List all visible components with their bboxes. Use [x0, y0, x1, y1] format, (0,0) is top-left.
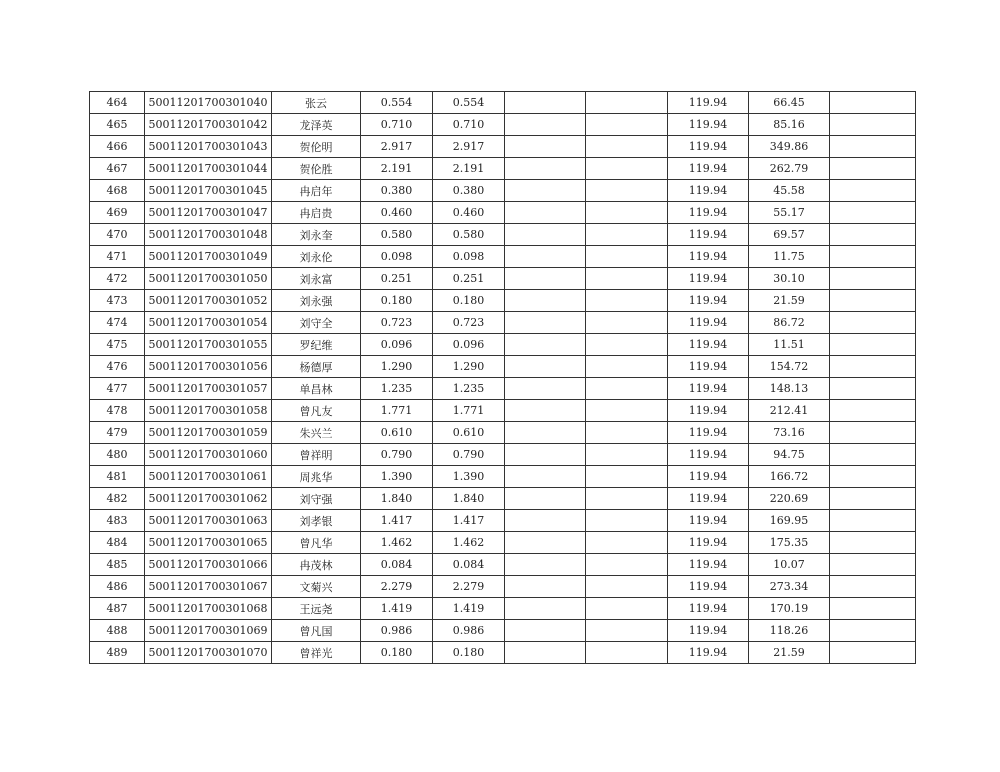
blank-cell [505, 466, 586, 488]
code-cell: 50011201700301040 [145, 92, 272, 114]
amount-cell: 86.72 [749, 312, 830, 334]
name-cell: 贺伦胜 [272, 158, 361, 180]
name-cell: 王远尧 [272, 598, 361, 620]
amount-cell: 212.41 [749, 400, 830, 422]
unit-price-cell: 119.94 [668, 400, 749, 422]
note-cell [830, 378, 916, 400]
amount-cell: 273.34 [749, 576, 830, 598]
note-cell [830, 224, 916, 246]
row-number-cell: 469 [90, 202, 145, 224]
name-cell: 刘永强 [272, 290, 361, 312]
table-row [90, 598, 916, 620]
amount-cell: 94.75 [749, 444, 830, 466]
row-number-cell: 489 [90, 642, 145, 664]
note-cell [830, 136, 916, 158]
unit-price-cell: 119.94 [668, 444, 749, 466]
row-number-cell: 464 [90, 92, 145, 114]
blank-cell [505, 642, 586, 664]
amount-cell: 21.59 [749, 642, 830, 664]
code-cell: 50011201700301052 [145, 290, 272, 312]
row-number-cell: 471 [90, 246, 145, 268]
confirmed-area-cell: 0.180 [433, 642, 505, 664]
code-cell: 50011201700301045 [145, 180, 272, 202]
confirmed-area-cell: 0.554 [433, 92, 505, 114]
confirmed-area-cell: 0.723 [433, 312, 505, 334]
area-cell: 1.419 [361, 598, 433, 620]
blank-cell [586, 444, 668, 466]
unit-price-cell: 119.94 [668, 92, 749, 114]
code-cell: 50011201700301057 [145, 378, 272, 400]
note-cell [830, 532, 916, 554]
table-row [90, 312, 916, 334]
blank-cell [586, 202, 668, 224]
confirmed-area-cell: 0.084 [433, 554, 505, 576]
name-cell: 张云 [272, 92, 361, 114]
area-cell: 1.840 [361, 488, 433, 510]
blank-cell [586, 224, 668, 246]
confirmed-area-cell: 0.790 [433, 444, 505, 466]
note-cell [830, 422, 916, 444]
blank-cell [586, 378, 668, 400]
row-number-cell: 484 [90, 532, 145, 554]
table-row [90, 136, 916, 158]
area-cell: 0.251 [361, 268, 433, 290]
amount-cell: 66.45 [749, 92, 830, 114]
code-cell: 50011201700301063 [145, 510, 272, 532]
confirmed-area-cell: 1.462 [433, 532, 505, 554]
row-number-cell: 485 [90, 554, 145, 576]
table-row [90, 466, 916, 488]
code-cell: 50011201700301054 [145, 312, 272, 334]
confirmed-area-cell: 2.279 [433, 576, 505, 598]
row-number-cell: 467 [90, 158, 145, 180]
blank-cell [505, 554, 586, 576]
blank-cell [586, 576, 668, 598]
note-cell [830, 488, 916, 510]
blank-cell [505, 576, 586, 598]
amount-cell: 30.10 [749, 268, 830, 290]
area-cell: 2.191 [361, 158, 433, 180]
note-cell [830, 158, 916, 180]
confirmed-area-cell: 1.419 [433, 598, 505, 620]
table-row [90, 224, 916, 246]
confirmed-area-cell: 0.610 [433, 422, 505, 444]
blank-cell [505, 620, 586, 642]
confirmed-area-cell: 0.710 [433, 114, 505, 136]
confirmed-area-cell: 0.096 [433, 334, 505, 356]
name-cell: 冉茂林 [272, 554, 361, 576]
unit-price-cell: 119.94 [668, 268, 749, 290]
unit-price-cell: 119.94 [668, 158, 749, 180]
confirmed-area-cell: 0.986 [433, 620, 505, 642]
unit-price-cell: 119.94 [668, 466, 749, 488]
confirmed-area-cell: 0.380 [433, 180, 505, 202]
blank-cell [505, 180, 586, 202]
table-row [90, 246, 916, 268]
code-cell: 50011201700301042 [145, 114, 272, 136]
row-number-cell: 482 [90, 488, 145, 510]
code-cell: 50011201700301049 [145, 246, 272, 268]
blank-cell [586, 356, 668, 378]
note-cell [830, 290, 916, 312]
name-cell: 单昌林 [272, 378, 361, 400]
unit-price-cell: 119.94 [668, 136, 749, 158]
blank-cell [505, 400, 586, 422]
code-cell: 50011201700301069 [145, 620, 272, 642]
row-number-cell: 480 [90, 444, 145, 466]
table-row [90, 488, 916, 510]
amount-cell: 21.59 [749, 290, 830, 312]
area-cell: 0.723 [361, 312, 433, 334]
row-number-cell: 476 [90, 356, 145, 378]
confirmed-area-cell: 0.098 [433, 246, 505, 268]
area-cell: 0.180 [361, 290, 433, 312]
blank-cell [505, 488, 586, 510]
amount-cell: 154.72 [749, 356, 830, 378]
area-cell: 1.462 [361, 532, 433, 554]
table-row [90, 532, 916, 554]
amount-cell: 349.86 [749, 136, 830, 158]
amount-cell: 175.35 [749, 532, 830, 554]
area-cell: 0.610 [361, 422, 433, 444]
table-row [90, 180, 916, 202]
amount-cell: 220.69 [749, 488, 830, 510]
name-cell: 刘孝银 [272, 510, 361, 532]
amount-cell: 118.26 [749, 620, 830, 642]
area-cell: 0.554 [361, 92, 433, 114]
row-number-cell: 475 [90, 334, 145, 356]
code-cell: 50011201700301055 [145, 334, 272, 356]
blank-cell [505, 532, 586, 554]
unit-price-cell: 119.94 [668, 224, 749, 246]
table-row [90, 114, 916, 136]
area-cell: 2.279 [361, 576, 433, 598]
unit-price-cell: 119.94 [668, 290, 749, 312]
unit-price-cell: 119.94 [668, 488, 749, 510]
confirmed-area-cell: 1.290 [433, 356, 505, 378]
blank-cell [505, 92, 586, 114]
name-cell: 刘永伦 [272, 246, 361, 268]
blank-cell [586, 400, 668, 422]
blank-cell [505, 422, 586, 444]
name-cell: 龙泽英 [272, 114, 361, 136]
blank-cell [505, 114, 586, 136]
code-cell: 50011201700301065 [145, 532, 272, 554]
table-row [90, 158, 916, 180]
blank-cell [505, 510, 586, 532]
area-cell: 1.290 [361, 356, 433, 378]
confirmed-area-cell: 1.390 [433, 466, 505, 488]
name-cell: 曾祥明 [272, 444, 361, 466]
amount-cell: 169.95 [749, 510, 830, 532]
note-cell [830, 312, 916, 334]
amount-cell: 73.16 [749, 422, 830, 444]
blank-cell [586, 180, 668, 202]
name-cell: 罗纪维 [272, 334, 361, 356]
blank-cell [586, 532, 668, 554]
amount-cell: 148.13 [749, 378, 830, 400]
blank-cell [505, 290, 586, 312]
area-cell: 2.917 [361, 136, 433, 158]
row-number-cell: 478 [90, 400, 145, 422]
note-cell [830, 444, 916, 466]
blank-cell [586, 158, 668, 180]
area-cell: 0.180 [361, 642, 433, 664]
row-number-cell: 474 [90, 312, 145, 334]
amount-cell: 170.19 [749, 598, 830, 620]
unit-price-cell: 119.94 [668, 334, 749, 356]
table-row [90, 554, 916, 576]
area-cell: 0.790 [361, 444, 433, 466]
code-cell: 50011201700301056 [145, 356, 272, 378]
confirmed-area-cell: 1.771 [433, 400, 505, 422]
blank-cell [586, 422, 668, 444]
row-number-cell: 465 [90, 114, 145, 136]
confirmed-area-cell: 1.417 [433, 510, 505, 532]
blank-cell [505, 246, 586, 268]
code-cell: 50011201700301068 [145, 598, 272, 620]
area-cell: 0.380 [361, 180, 433, 202]
blank-cell [505, 224, 586, 246]
table-row [90, 290, 916, 312]
note-cell [830, 554, 916, 576]
row-number-cell: 486 [90, 576, 145, 598]
row-number-cell: 481 [90, 466, 145, 488]
unit-price-cell: 119.94 [668, 620, 749, 642]
blank-cell [505, 136, 586, 158]
confirmed-area-cell: 1.235 [433, 378, 505, 400]
row-number-cell: 477 [90, 378, 145, 400]
table-row [90, 356, 916, 378]
area-cell: 1.417 [361, 510, 433, 532]
code-cell: 50011201700301066 [145, 554, 272, 576]
note-cell [830, 246, 916, 268]
note-cell [830, 642, 916, 664]
code-cell: 50011201700301047 [145, 202, 272, 224]
name-cell: 杨德厚 [272, 356, 361, 378]
name-cell: 贺伦明 [272, 136, 361, 158]
code-cell: 50011201700301050 [145, 268, 272, 290]
unit-price-cell: 119.94 [668, 202, 749, 224]
row-number-cell: 483 [90, 510, 145, 532]
blank-cell [505, 268, 586, 290]
confirmed-area-cell: 0.460 [433, 202, 505, 224]
blank-cell [586, 488, 668, 510]
note-cell [830, 510, 916, 532]
area-cell: 0.580 [361, 224, 433, 246]
note-cell [830, 92, 916, 114]
blank-cell [505, 334, 586, 356]
amount-cell: 11.51 [749, 334, 830, 356]
blank-cell [586, 510, 668, 532]
blank-cell [586, 554, 668, 576]
note-cell [830, 356, 916, 378]
area-cell: 0.084 [361, 554, 433, 576]
unit-price-cell: 119.94 [668, 598, 749, 620]
name-cell: 周兆华 [272, 466, 361, 488]
blank-cell [586, 246, 668, 268]
area-cell: 0.098 [361, 246, 433, 268]
blank-cell [505, 356, 586, 378]
unit-price-cell: 119.94 [668, 356, 749, 378]
table-row [90, 400, 916, 422]
data-table [89, 91, 916, 664]
code-cell: 50011201700301062 [145, 488, 272, 510]
confirmed-area-cell: 0.180 [433, 290, 505, 312]
row-number-cell: 487 [90, 598, 145, 620]
code-cell: 50011201700301044 [145, 158, 272, 180]
area-cell: 1.390 [361, 466, 433, 488]
confirmed-area-cell: 0.580 [433, 224, 505, 246]
blank-cell [586, 114, 668, 136]
amount-cell: 55.17 [749, 202, 830, 224]
unit-price-cell: 119.94 [668, 114, 749, 136]
area-cell: 0.096 [361, 334, 433, 356]
blank-cell [505, 158, 586, 180]
code-cell: 50011201700301067 [145, 576, 272, 598]
unit-price-cell: 119.94 [668, 554, 749, 576]
table-row [90, 378, 916, 400]
note-cell [830, 268, 916, 290]
table-row [90, 422, 916, 444]
name-cell: 曾凡华 [272, 532, 361, 554]
row-number-cell: 470 [90, 224, 145, 246]
amount-cell: 262.79 [749, 158, 830, 180]
blank-cell [586, 598, 668, 620]
code-cell: 50011201700301059 [145, 422, 272, 444]
note-cell [830, 400, 916, 422]
amount-cell: 11.75 [749, 246, 830, 268]
row-number-cell: 479 [90, 422, 145, 444]
table-row [90, 202, 916, 224]
note-cell [830, 202, 916, 224]
confirmed-area-cell: 2.917 [433, 136, 505, 158]
row-number-cell: 466 [90, 136, 145, 158]
note-cell [830, 180, 916, 202]
unit-price-cell: 119.94 [668, 312, 749, 334]
table-body [90, 92, 916, 664]
note-cell [830, 114, 916, 136]
note-cell [830, 334, 916, 356]
amount-cell: 166.72 [749, 466, 830, 488]
code-cell: 50011201700301070 [145, 642, 272, 664]
area-cell: 1.771 [361, 400, 433, 422]
note-cell [830, 466, 916, 488]
name-cell: 曾凡友 [272, 400, 361, 422]
table-row [90, 510, 916, 532]
blank-cell [586, 620, 668, 642]
name-cell: 刘永富 [272, 268, 361, 290]
row-number-cell: 473 [90, 290, 145, 312]
name-cell: 刘守全 [272, 312, 361, 334]
area-cell: 0.986 [361, 620, 433, 642]
blank-cell [586, 466, 668, 488]
row-number-cell: 472 [90, 268, 145, 290]
name-cell: 曾祥光 [272, 642, 361, 664]
name-cell: 朱兴兰 [272, 422, 361, 444]
note-cell [830, 620, 916, 642]
amount-cell: 85.16 [749, 114, 830, 136]
code-cell: 50011201700301060 [145, 444, 272, 466]
table-row [90, 576, 916, 598]
table-row [90, 620, 916, 642]
table-row [90, 334, 916, 356]
unit-price-cell: 119.94 [668, 576, 749, 598]
amount-cell: 45.58 [749, 180, 830, 202]
note-cell [830, 598, 916, 620]
code-cell: 50011201700301048 [145, 224, 272, 246]
area-cell: 1.235 [361, 378, 433, 400]
unit-price-cell: 119.94 [668, 532, 749, 554]
blank-cell [505, 598, 586, 620]
code-cell: 50011201700301061 [145, 466, 272, 488]
unit-price-cell: 119.94 [668, 510, 749, 532]
amount-cell: 10.07 [749, 554, 830, 576]
unit-price-cell: 119.94 [668, 422, 749, 444]
blank-cell [586, 268, 668, 290]
blank-cell [586, 312, 668, 334]
blank-cell [586, 92, 668, 114]
unit-price-cell: 119.94 [668, 378, 749, 400]
blank-cell [586, 290, 668, 312]
area-cell: 0.460 [361, 202, 433, 224]
amount-cell: 69.57 [749, 224, 830, 246]
table-row [90, 92, 916, 114]
table-row [90, 642, 916, 664]
blank-cell [505, 378, 586, 400]
name-cell: 文菊兴 [272, 576, 361, 598]
confirmed-area-cell: 0.251 [433, 268, 505, 290]
unit-price-cell: 119.94 [668, 246, 749, 268]
code-cell: 50011201700301043 [145, 136, 272, 158]
blank-cell [586, 334, 668, 356]
note-cell [830, 576, 916, 598]
table-row [90, 268, 916, 290]
confirmed-area-cell: 2.191 [433, 158, 505, 180]
row-number-cell: 468 [90, 180, 145, 202]
area-cell: 0.710 [361, 114, 433, 136]
name-cell: 冉启贵 [272, 202, 361, 224]
blank-cell [505, 444, 586, 466]
table-row [90, 444, 916, 466]
blank-cell [586, 642, 668, 664]
name-cell: 刘守强 [272, 488, 361, 510]
name-cell: 刘永奎 [272, 224, 361, 246]
blank-cell [505, 202, 586, 224]
unit-price-cell: 119.94 [668, 642, 749, 664]
blank-cell [505, 312, 586, 334]
row-number-cell: 488 [90, 620, 145, 642]
name-cell: 曾凡国 [272, 620, 361, 642]
confirmed-area-cell: 1.840 [433, 488, 505, 510]
blank-cell [586, 136, 668, 158]
unit-price-cell: 119.94 [668, 180, 749, 202]
name-cell: 冉启年 [272, 180, 361, 202]
code-cell: 50011201700301058 [145, 400, 272, 422]
